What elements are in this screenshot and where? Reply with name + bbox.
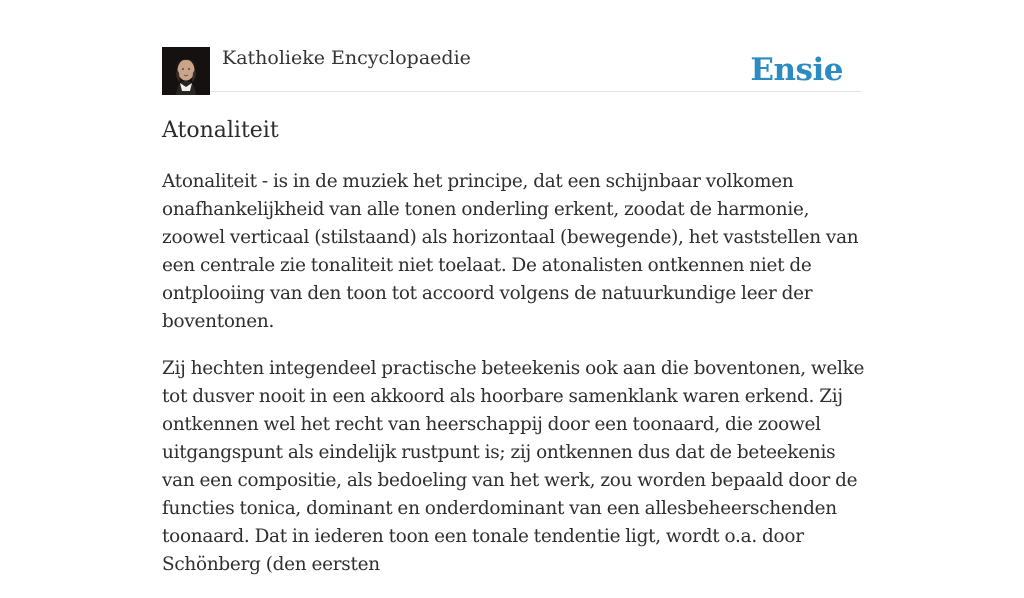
article-paragraph: Zij hechten integendeel practische beteekenis ook aan die boventonen, welke tot dusver nooit in een akkoord als hoorbare samenklank waren erkend. Zij ontkennen wel het recht van heerschappij door een toonaard, die zoowel uitgangspunt als eindelijk rustpunt is; zij ontkennen dus dat de beteekenis van een compositie, als bedoeling van het werk, zou worden bepaald door de functies tonica, dominant en onderdominant van een allesbeheerschenden toonaard. Dat in iederen toon een tonale tendentie ligt, wordt o.a. door Schönberg (den eersten — [162, 358, 865, 575]
article-title: Atonaliteit — [162, 118, 279, 143]
site-name[interactable]: Katholieke Encyclopaedie — [222, 47, 471, 69]
site-header — [162, 0, 862, 92]
portrait-icon[interactable] — [162, 47, 210, 95]
page — [162, 0, 865, 575]
brand-logo[interactable]: Ensie — [750, 52, 843, 88]
article-paragraph: Atonaliteit - is in de muziek het principe, dat een schijnbaar volkomen onafhankelijkheid van alle tonen onderling erkent, zoodat de harmonie, zoowel verticaal (stilstaand) als horizontaal (bewegende), het vaststellen van een centrale zie tonaliteit niet toelaat. De atonalisten ontkennen niet de ontplooiing van den toon tot accoord volgens de natuurkundige leer der boventonen. — [162, 171, 859, 332]
article-body — [162, 168, 867, 598]
